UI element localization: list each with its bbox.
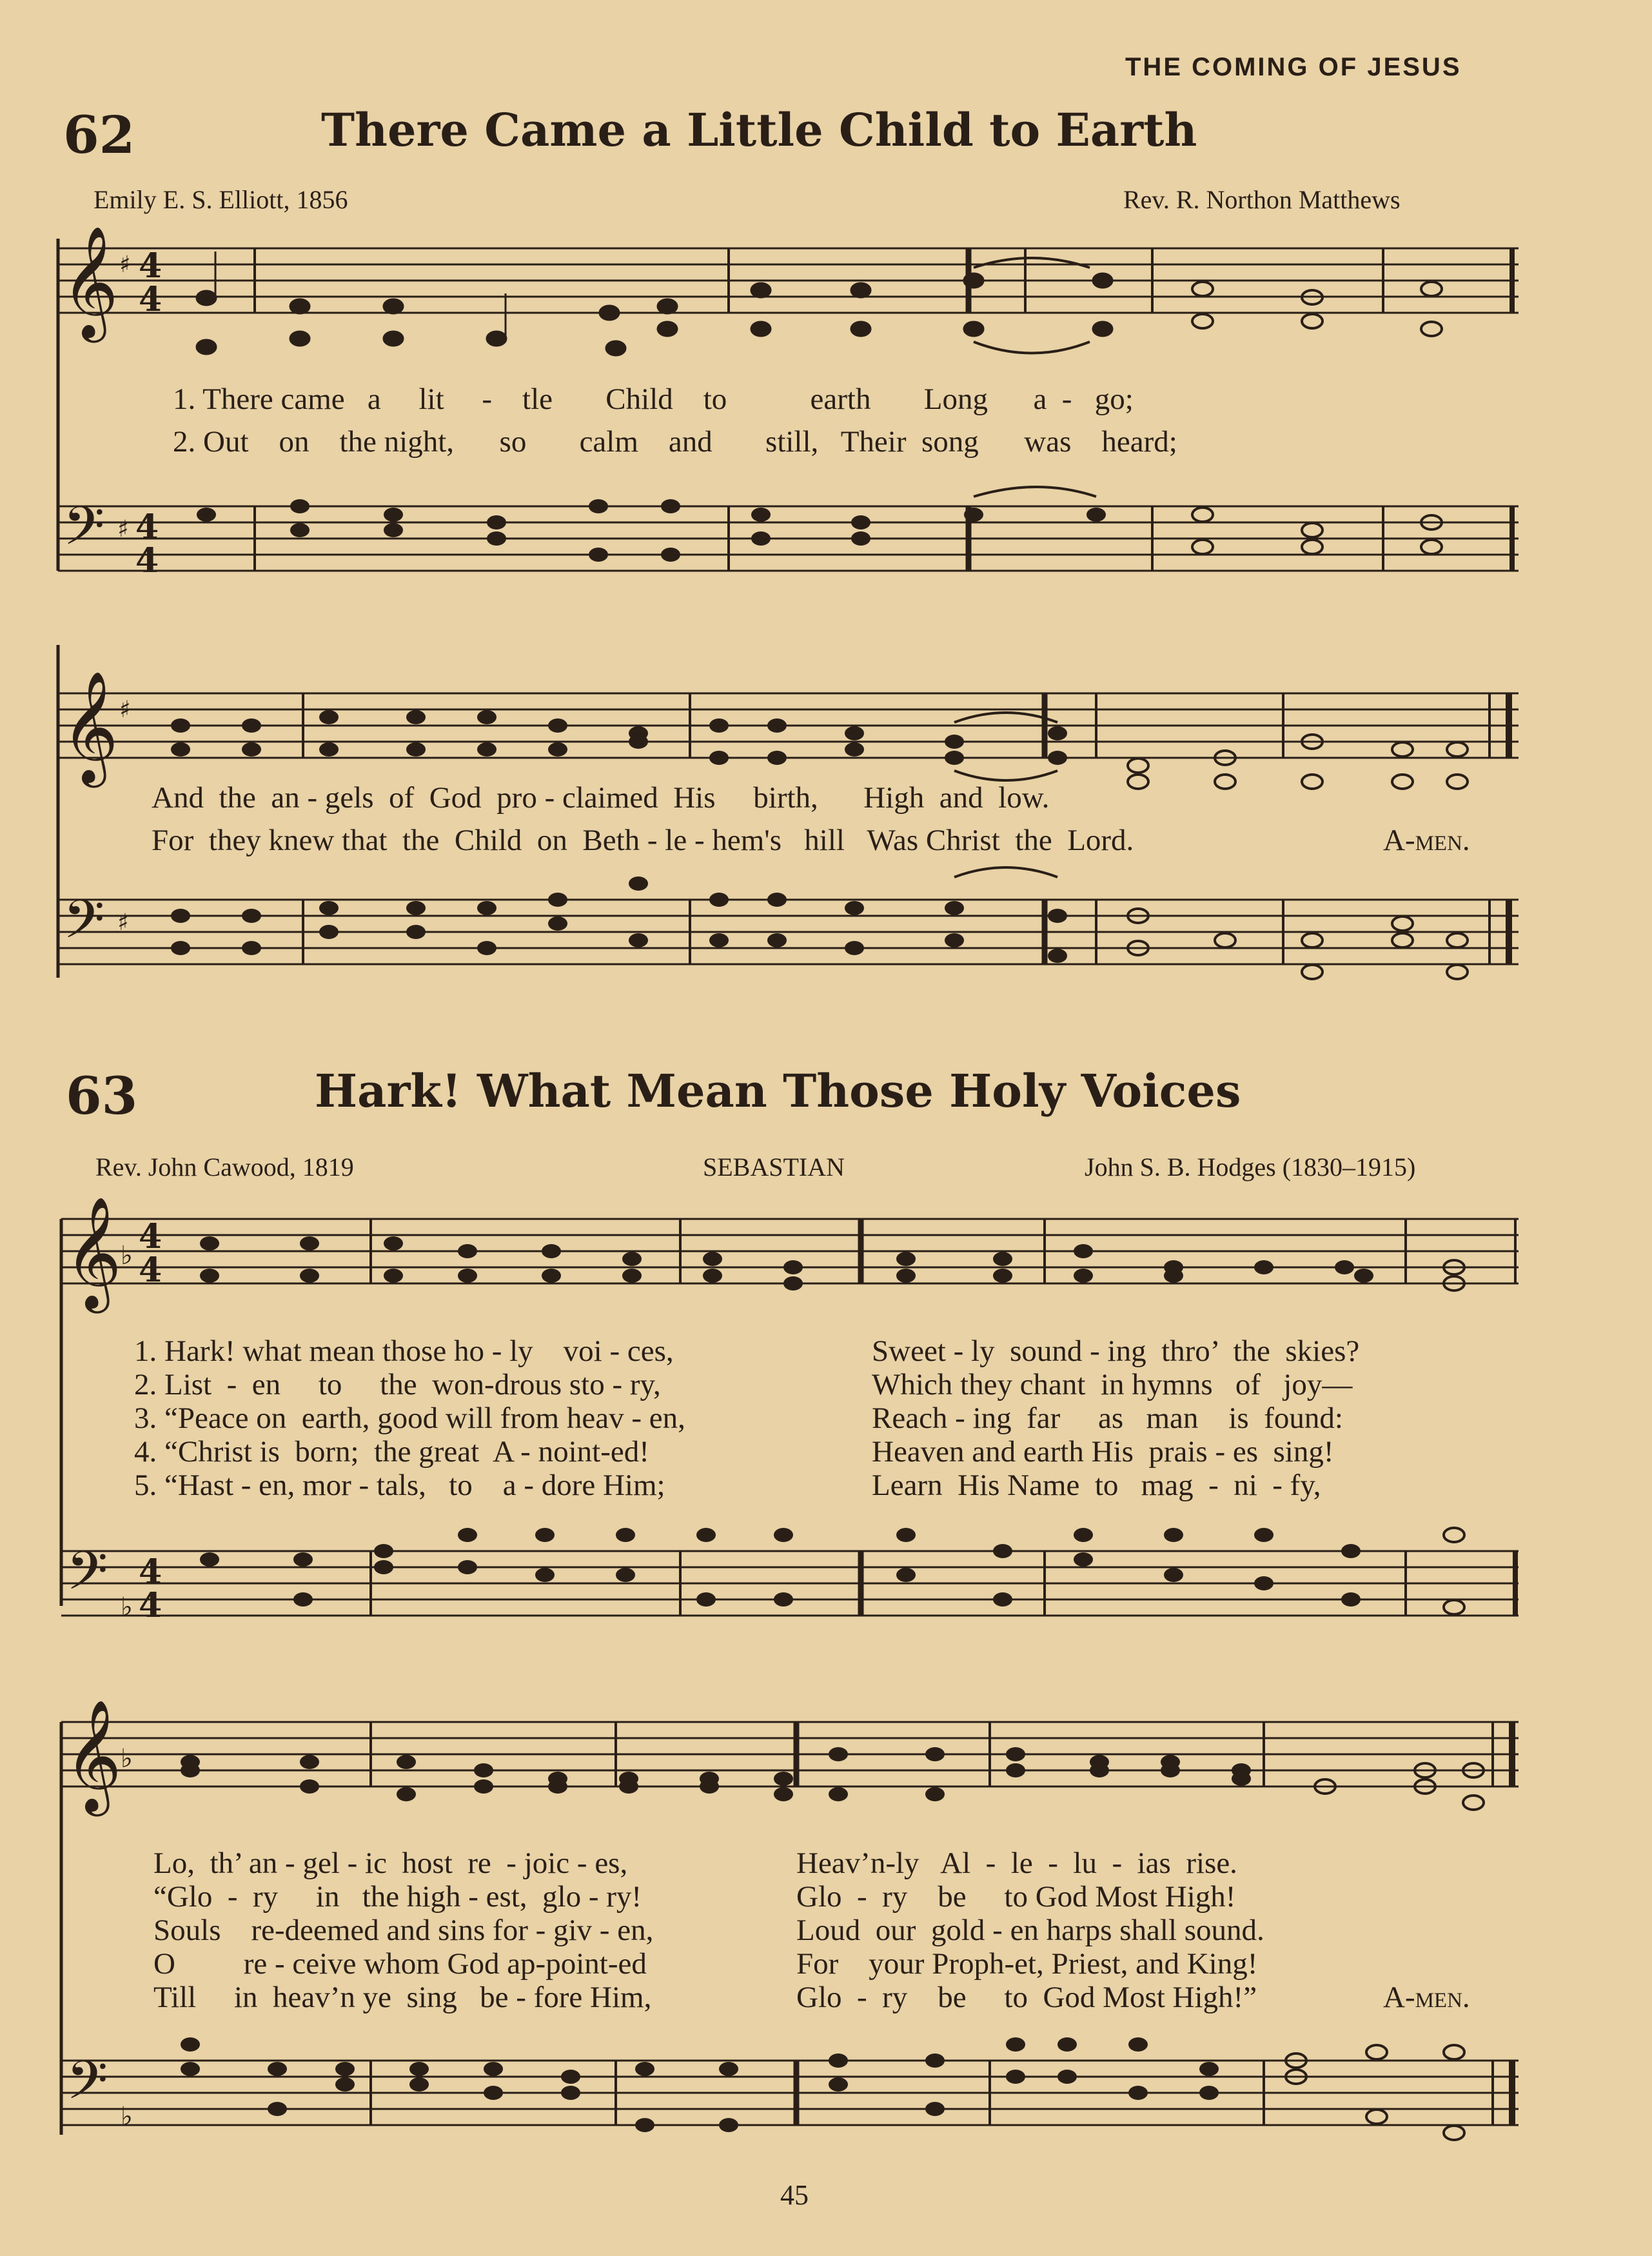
svg-text:♯: ♯	[119, 697, 131, 723]
hymn-62-music-credit: Rev. R. Northon Matthews	[1123, 185, 1401, 214]
hymn-63-system2-lyric-verse5-right: Glo - ry be to God Most High!”	[796, 1981, 1257, 2014]
hymn-62-system2-lyric-verse2: For they knew that the Child on Beth - le - hem's hill Was Christ the Lord.	[152, 824, 1134, 857]
hymn-63-system1-lyric-verse4-right: Heaven and earth His prais - es sing!	[872, 1435, 1334, 1469]
svg-text:4: 4	[139, 1251, 162, 1290]
hymn-63-system2-lyric-verse3-right: Loud our gold - en harps shall sound.	[796, 1914, 1264, 1947]
hymn-63-number: 63	[66, 1065, 138, 1126]
hymn-63-system2-lyric-verse1: Lo, th’ an - gel - ic host re - joic - es,	[153, 1846, 628, 1880]
svg-text:4: 4	[139, 1586, 162, 1625]
svg-text:♭: ♭	[121, 1592, 133, 1622]
svg-text:𝄞: 𝄞	[64, 1196, 122, 1309]
svg-text:𝄞: 𝄞	[61, 671, 119, 783]
svg-text:𝄢: 𝄢	[66, 2049, 108, 2124]
hymn-63-system2-lyric-verse1-right: Heav’n-ly Al - le - lu - ias rise.	[796, 1846, 1237, 1880]
hymn-62-number: 62	[63, 104, 135, 165]
section-heading: THE COMING OF JESUS	[1125, 53, 1462, 81]
svg-text:♯: ♯	[119, 252, 131, 278]
svg-text:4: 4	[139, 280, 162, 319]
hymn-63-words-credit: Rev. John Cawood, 1819	[95, 1153, 354, 1182]
hymn-62-system2-bass-staff	[58, 884, 1522, 1000]
hymn-62-title: There Came a Little Child to Earth	[321, 103, 1197, 157]
hymn-63-system2-lyric-verse4: O re - ceive whom God ap-point-ed	[153, 1947, 647, 1981]
hymn-63-system2-lyric-verse3: Souls re-deemed and sins for - giv - en,	[153, 1914, 654, 1947]
hymn-63-system2-lyric-verse4-right: For your Proph-et, Priest, and King!	[796, 1947, 1258, 1981]
hymn-63-system2-lyric-verse2: “Glo - ry in the high - est, glo - ry!	[153, 1880, 642, 1914]
svg-text:4: 4	[139, 246, 162, 286]
svg-text:♭: ♭	[121, 2102, 133, 2132]
hymn-62-amen: A-men.	[1383, 824, 1470, 857]
hymn-63-amen: A-men.	[1383, 1981, 1470, 2014]
svg-text:♯: ♯	[117, 909, 129, 936]
svg-text:4: 4	[135, 508, 159, 547]
hymn-62-system1-lyric-verse2: 2. Out on the night, so calm and still, Their song was heard;	[173, 425, 1177, 459]
hymn-63-system1-lyric-verse5: 5. “Hast - en, mor - tals, to a - dore Him;	[134, 1469, 665, 1502]
svg-text:♯: ♯	[117, 516, 129, 542]
svg-text:𝄢: 𝄢	[63, 888, 105, 964]
svg-text:4: 4	[139, 1217, 162, 1256]
hymn-63-system1-lyric-verse1-right: Sweet - ly sound - ing thro’ the skies?	[872, 1334, 1360, 1368]
hymn-62-system2-treble-staff	[58, 645, 1522, 787]
svg-text:♭: ♭	[121, 1241, 133, 1271]
hymn-63-system1-lyric-verse3-right: Reach - ing far as man is found:	[872, 1401, 1343, 1435]
svg-text:𝄢: 𝄢	[66, 1539, 108, 1615]
svg-text:𝄞: 𝄞	[64, 1699, 122, 1812]
hymn-63-system1-bass-staff	[61, 1535, 1522, 1651]
svg-text:4: 4	[135, 541, 159, 580]
hymn-63-system2-lyric-verse2-right: Glo - ry be to God Most High!	[796, 1880, 1236, 1914]
hymn-62-system1-lyric-verse1: 1. There came a lit - tle Child to earth Long a - go;	[173, 382, 1134, 416]
hymn-62-system1-bass-staff	[58, 490, 1522, 600]
hymn-62-system2-lyric-verse1: And the an - gels of God pro - claimed His birth, High and low.	[152, 781, 1050, 815]
svg-text:4: 4	[139, 1552, 162, 1592]
svg-text:𝄞: 𝄞	[61, 226, 119, 338]
hymn-63-music-credit: John S. B. Hodges (1830–1915)	[1085, 1153, 1416, 1182]
hymn-63-system1-lyric-verse2: 2. List - en to the won-drous sto - ry,	[134, 1368, 661, 1401]
hymn-63-system1-lyric-verse5-right: Learn His Name to mag - ni - fy,	[872, 1469, 1321, 1502]
hymn-63-title: Hark! What Mean Those Holy Voices	[315, 1064, 1241, 1118]
hymn-62-system1-treble-staff	[58, 226, 1522, 368]
hymn-63-system1-lyric-verse3: 3. “Peace on earth, good will from heav - en,	[134, 1401, 685, 1435]
svg-text:♭: ♭	[121, 1744, 133, 1774]
hymn-63-system1-lyric-verse1: 1. Hark! what mean those ho - ly voi - ces,	[134, 1334, 674, 1368]
hymn-63-system1-lyric-verse2-right: Which they chant in hymns of joy—	[872, 1368, 1353, 1401]
svg-text:𝄢: 𝄢	[63, 495, 105, 570]
hymn-63-system1-treble-staff	[61, 1196, 1522, 1329]
hymn-63-system2-treble-staff	[61, 1699, 1522, 1832]
hymn-63-system1-lyric-verse4: 4. “Christ is born; the great A - noint-ed!	[134, 1435, 649, 1469]
hymn-63-tune-name: SEBASTIAN	[703, 1153, 845, 1182]
page-number: 45	[780, 2179, 809, 2211]
hymn-62-words-credit: Emily E. S. Elliott, 1856	[93, 185, 348, 214]
hymn-63-system2-bass-staff	[61, 2044, 1522, 2173]
hymn-63-system2-lyric-verse5: Till in heav’n ye sing be - fore Him,	[153, 1981, 652, 2014]
